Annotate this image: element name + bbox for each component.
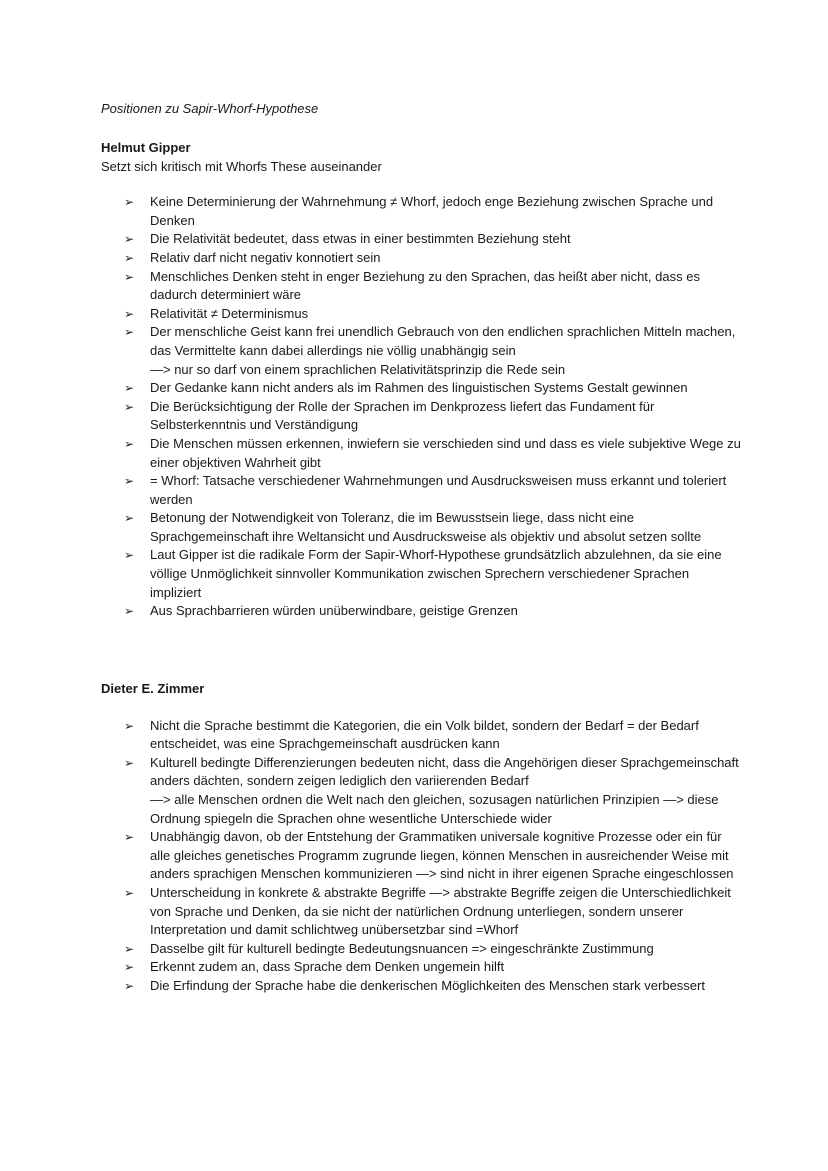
section-zimmer — [101, 680, 741, 996]
list-item — [101, 828, 741, 884]
list-item — [101, 379, 741, 398]
list-item — [101, 602, 741, 621]
list-item — [101, 940, 741, 959]
list-item-text: Relativ darf nicht negativ konnotiert sein — [150, 249, 381, 265]
bullet-list — [101, 717, 741, 996]
section-gipper — [101, 139, 741, 621]
arrowhead-bullet-icon: ➢ — [124, 978, 135, 993]
list-item-text: Betonung der Notwendigkeit von Toleranz, die im Bewusstsein liege, dass nicht eine Sprachgemeinschaft ihre Weltansicht und Ausdrucksweise als objektiv und absolut setzen sollte — [150, 510, 702, 544]
arrowhead-bullet-icon: ➢ — [124, 830, 135, 845]
arrowhead-bullet-icon: ➢ — [124, 436, 135, 451]
list-item — [101, 193, 741, 230]
arrowhead-bullet-icon: ➢ — [124, 604, 135, 619]
arrowhead-bullet-icon: ➢ — [124, 250, 135, 265]
list-item-text: Keine Determinierung der Wahrnehmung ≠ Whorf, jedoch enge Beziehung zwischen Sprache und Denken — [150, 194, 714, 228]
list-item-text: Unabhängig davon, ob der Entstehung der Grammatiken universale kognitive Prozesse oder ein für alle gleiches genetisches Programm zugrunde liegen, können Menschen in ausreichender Weise mit anders sprachigen Menschen kommunizieren —> sind nicht in ihrer eigenen Sprache eingeschlossen — [150, 829, 734, 882]
list-item — [101, 435, 741, 472]
list-item — [101, 268, 741, 305]
list-item-text: Der Gedanke kann nicht anders als im Rahmen des linguistischen Systems Gestalt gewinnen — [150, 380, 688, 396]
arrowhead-bullet-icon: ➢ — [124, 399, 135, 414]
arrowhead-bullet-icon: ➢ — [124, 960, 135, 975]
list-item-text: Erkennt zudem an, dass Sprache dem Denken ungemein hilft — [150, 959, 505, 975]
list-item-text: Nicht die Sprache bestimmt die Kategorien, die ein Volk bildet, sondern der Bedarf = der Bedarf entscheidet, was eine Sprachgemeinschaft ausdrücken kann — [150, 717, 699, 752]
list-item — [101, 977, 741, 996]
document-title: Positionen zu Sapir-Whorf-Hypothese — [101, 101, 319, 116]
list-item-text: = Whorf: Tatsache verschiedener Wahrnehmungen und Ausdrucksweisen muss erkannt und toleriert werden — [150, 473, 727, 507]
list-item — [101, 398, 741, 435]
list-item — [101, 546, 741, 602]
list-item — [101, 958, 741, 977]
arrowhead-bullet-icon: ➢ — [124, 232, 135, 247]
arrowhead-bullet-icon: ➢ — [124, 511, 135, 526]
list-item — [101, 249, 741, 268]
list-item-subline: —> nur so darf von einem sprachlichen Relativitätsprinzip die Rede sein — [150, 361, 566, 377]
arrowhead-bullet-icon: ➢ — [124, 941, 135, 956]
section-author: Dieter E. Zimmer — [101, 681, 205, 696]
list-item-text: Die Menschen müssen erkennen, inwiefern sie verschieden sind und dass es viele subjektive Wege zu einer objektiven Wahrheit gibt — [150, 435, 741, 470]
list-item-text: Dasselbe gilt für kulturell bedingte Bedeutungsnuancen => eingeschränkte Zustimmung — [150, 940, 654, 956]
arrowhead-bullet-icon: ➢ — [124, 306, 135, 321]
list-item-text: Relativität ≠ Determinismus — [150, 305, 309, 321]
list-item-subline: —> alle Menschen ordnen die Welt nach den gleichen, sozusagen natürlichen Prinzipien —> diese Ordnung spiegeln die Sprachen ohne wesentliche Unterschiede wider — [150, 791, 719, 826]
list-item-text: Die Berücksichtigung der Rolle der Sprachen im Denkprozess liefert das Fundament für Selbsterkenntnis und Verständigung — [150, 398, 655, 433]
list-item — [101, 472, 741, 509]
list-item — [101, 717, 741, 754]
arrowhead-bullet-icon: ➢ — [124, 718, 135, 733]
list-item-text: Kulturell bedingte Differenzierungen bedeuten nicht, dass die Angehörigen dieser Sprachgemeinschaft anders dächten, sondern zeigen lediglich den variierenden Bedarf — [150, 754, 739, 789]
list-item-text: Die Relativität bedeutet, dass etwas in einer bestimmten Beziehung steht — [150, 231, 571, 247]
arrowhead-bullet-icon: ➢ — [124, 474, 135, 489]
arrowhead-bullet-icon: ➢ — [124, 325, 135, 340]
list-item-text: Laut Gipper ist die radikale Form der Sapir-Whorf-Hypothese grundsätzlich abzulehnen, da sie eine völlige Unmöglichkeit sinnvoller Kommunikation zwischen Sprechern verschiedener Sprachen impliziert — [150, 547, 722, 600]
arrowhead-bullet-icon: ➢ — [124, 548, 135, 563]
section-intro: Setzt sich kritisch mit Whorfs These auseinander — [101, 158, 382, 174]
list-item — [101, 509, 741, 546]
arrowhead-bullet-icon: ➢ — [124, 381, 135, 396]
section-author: Helmut Gipper — [101, 140, 191, 155]
list-item-text: Aus Sprachbarrieren würden unüberwindbare, geistige Grenzen — [150, 603, 518, 619]
list-item — [101, 323, 741, 379]
list-item-text: Unterscheidung in konkrete & abstrakte Begriffe —> abstrakte Begriffe zeigen die Unterschiedlichkeit von Sprache und Denken, da sie nicht der natürlichen Ordnung unterliegen, sondern unserer Interpretation und damit schlichtweg unübersetzbar sind =Whorf — [150, 884, 731, 938]
arrowhead-bullet-icon: ➢ — [124, 195, 135, 210]
arrowhead-bullet-icon: ➢ — [124, 755, 135, 770]
list-item-text: Der menschliche Geist kann frei unendlich Gebrauch von den endlichen sprachlichen Mitteln machen, das Vermittelte kann dabei allerdings nie völlig unabhängig sein — [150, 324, 736, 358]
list-item — [101, 305, 741, 324]
bullet-list — [101, 193, 741, 621]
list-item — [101, 754, 741, 828]
list-item-text: Menschliches Denken steht in enger Beziehung zu den Sprachen, das heißt aber nicht, dass es dadurch determiniert wäre — [150, 268, 700, 303]
arrowhead-bullet-icon: ➢ — [124, 885, 135, 900]
arrowhead-bullet-icon: ➢ — [124, 269, 135, 284]
list-item — [101, 884, 741, 940]
list-item-text: Die Erfindung der Sprache habe die denkerischen Möglichkeiten des Menschen stark verbessert — [150, 977, 705, 993]
list-item — [101, 230, 741, 249]
